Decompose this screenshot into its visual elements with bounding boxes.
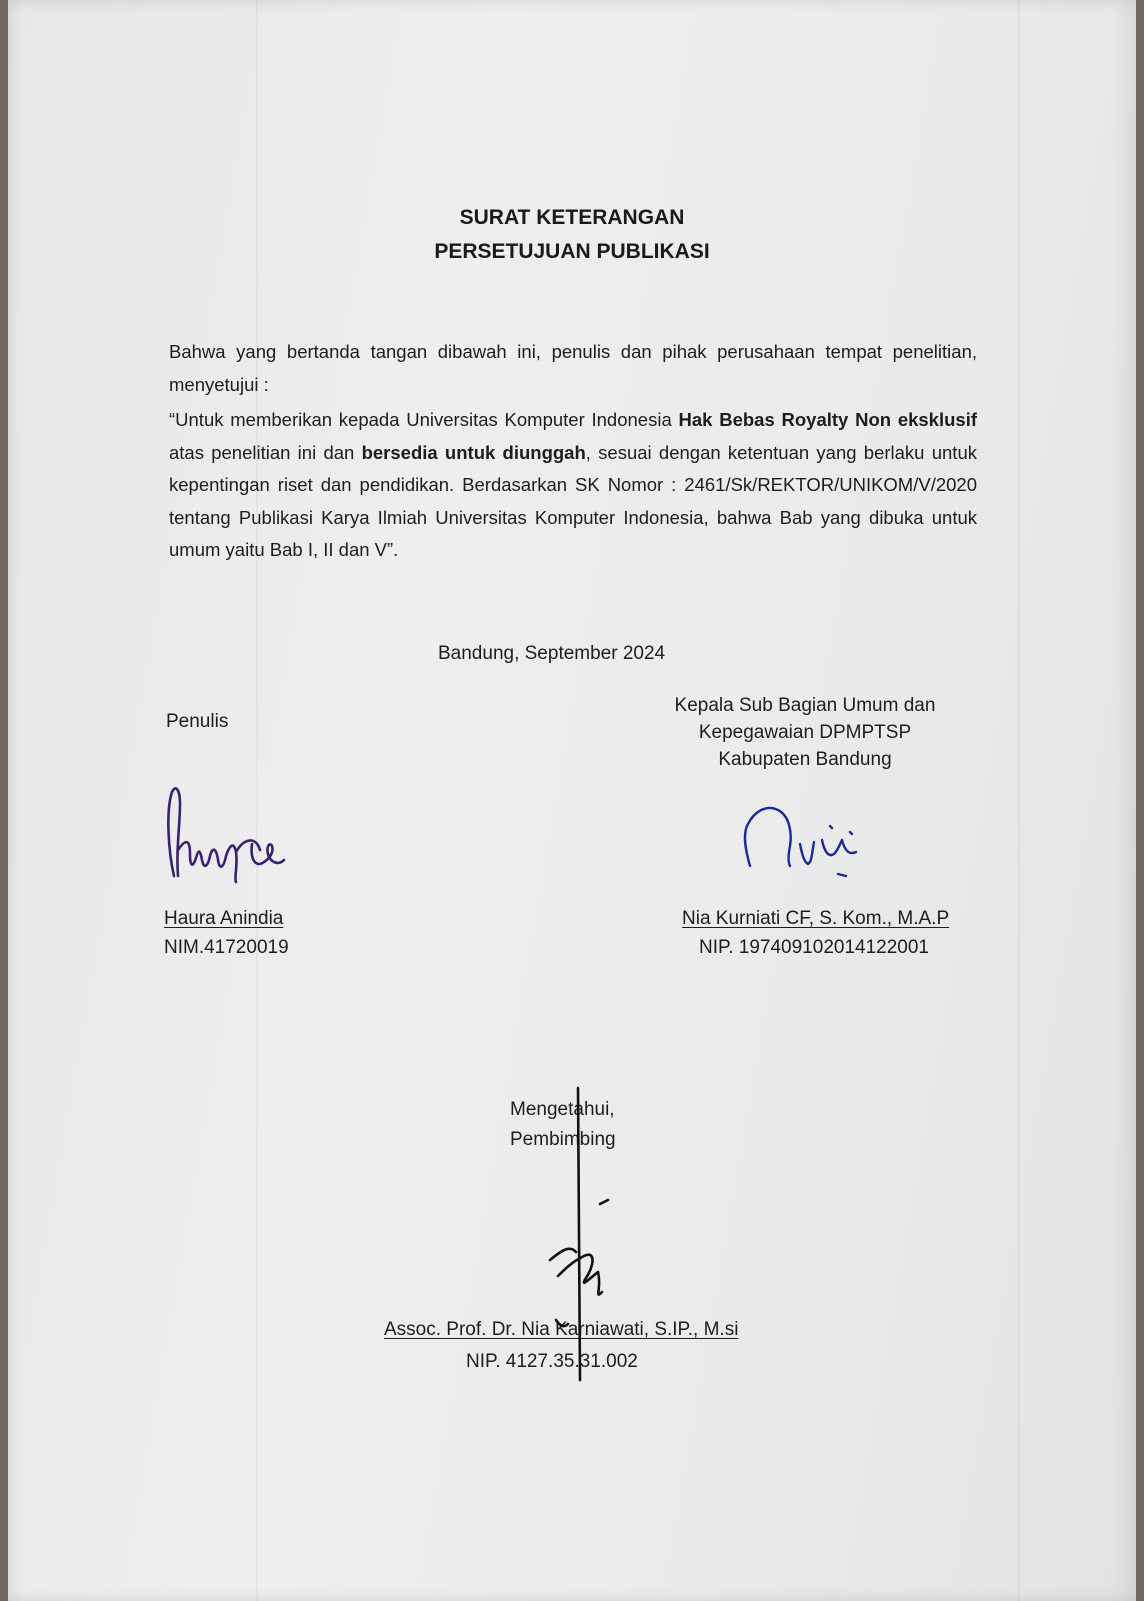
- statement-text: “Untuk memberikan kepada Universitas Komputer Indonesia: [169, 409, 679, 430]
- official-role-line1: Kepala Sub Bagian Umum dan: [674, 695, 936, 716]
- intro-paragraph: Bahwa yang bertanda tangan dibawah ini, penulis dan pihak perusahaan tempat penelitian, menyetujui :: [169, 341, 977, 395]
- statement-bold-royalty: Hak Bebas Royalty Non eksklusif: [678, 409, 977, 430]
- statement-bold-upload: bersedia untuk diunggah: [361, 441, 586, 463]
- official-role-line3: Kabupaten Bandung: [718, 749, 892, 770]
- document-subtitle: PERSETUJUAN PUBLIKASI: [434, 240, 710, 263]
- author-role: Penulis: [166, 711, 229, 732]
- supervisor-name: Assoc. Prof. Dr. Nia Karniawati, S.IP., M.si: [384, 1319, 739, 1340]
- statement-text: , sesuai dengan ketentuan yang berlaku untuk kepentingan riset dan pendidikan. Berdasarkan SK Nomor : 2461/Sk/REKTOR/UNIKOM/V/2020 tentang Publikasi Karya Ilmiah Universitas Komputer Indonesia, bahwa Bab yang dibuka untuk umum yaitu Bab I, II dan V”.: [169, 441, 977, 560]
- author-signature: [160, 780, 300, 890]
- supervisor-signature: [540, 1080, 660, 1400]
- supervisor-role-line2: Pembimbing: [510, 1129, 616, 1150]
- official-nip: NIP. 197409102014122001: [699, 937, 929, 958]
- document-title: SURAT KETERANGAN: [459, 206, 685, 229]
- official-signature: [738, 800, 878, 890]
- supervisor-role-line1: Mengetahui,: [510, 1099, 615, 1120]
- statement-paragraph: [169, 404, 977, 567]
- author-name: Haura Anindia: [164, 908, 284, 929]
- place-date: Bandung, September 2024: [438, 643, 666, 664]
- author-nim: NIM.41720019: [164, 937, 289, 958]
- official-role-line2: Kepegawaian DPMPTSP: [698, 722, 912, 743]
- supervisor-nip: NIP. 4127.35.31.002: [466, 1351, 638, 1372]
- statement-text: atas penelitian ini dan: [169, 441, 362, 463]
- official-name: Nia Kurniati CF, S. Kom., M.A.P: [682, 908, 950, 929]
